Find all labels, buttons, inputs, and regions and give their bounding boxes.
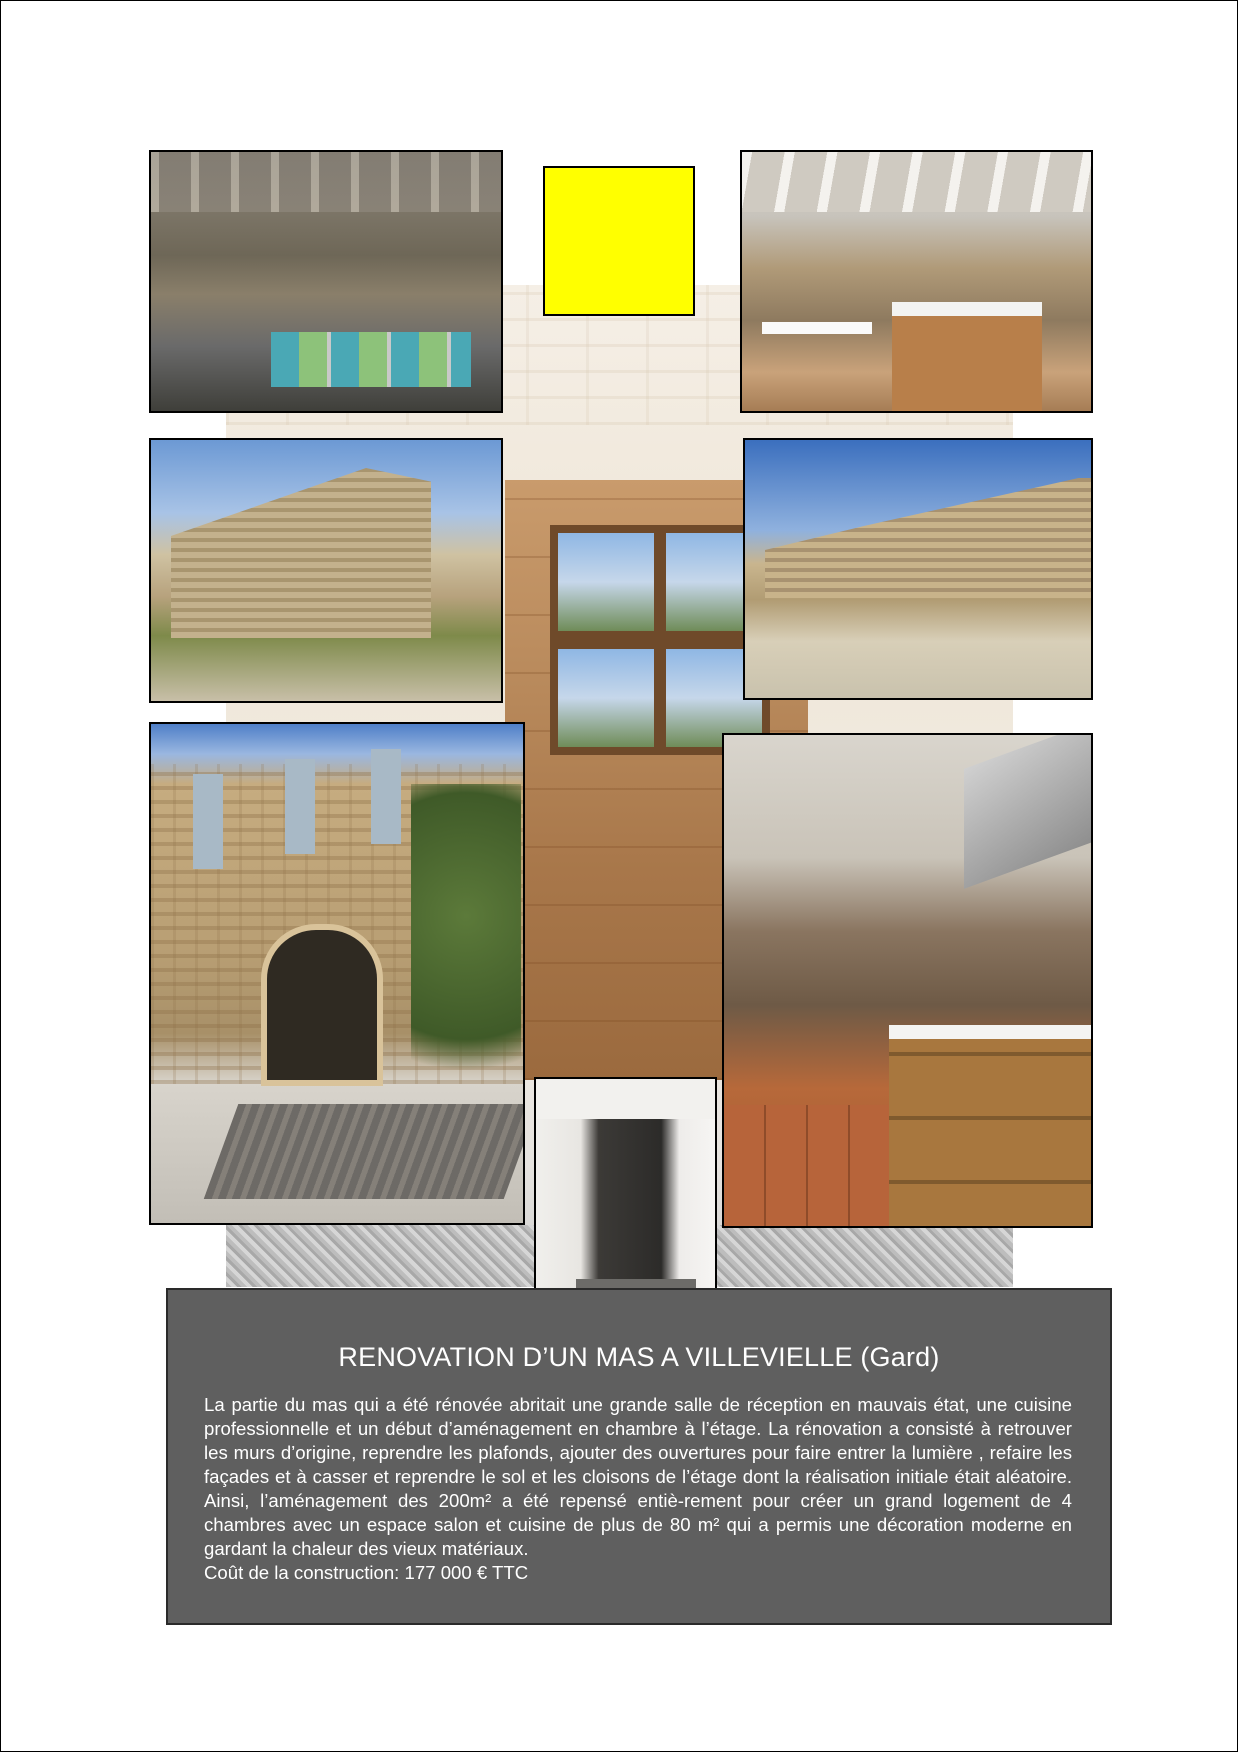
dining-table <box>762 322 872 334</box>
bathroom-ceiling <box>536 1079 715 1119</box>
project-description <box>204 1393 1072 1585</box>
garden-table <box>204 1104 525 1199</box>
window-pane <box>558 533 654 631</box>
kitchen-cabinets <box>889 1025 1093 1228</box>
ceiling-beams <box>151 152 501 212</box>
description-text: La partie du mas qui a été rénovée abritait une grande salle de réception en mauvais état, une cuisine professionnelle et un début d’aménagement en chambre à l’étage. La rénovation a consisté à retrouver les murs d’origine, reprendre les plafonds, ajouter des ouvertures pour faire entrer la lumière , refaire les façades et à casser et reprendre le sol et les cloisons de l’étage dont la réalisation initiale était aléatoire. Ainsi, l’aménagement des 200m² a été repensé entiè-rement pour créer un grand logement de 4 chambres avec un espace salon et cuisine de plus de 80 m² qui a permis une décoration moderne en gardant la chaleur des vieux matériaux. <box>204 1394 1072 1559</box>
photo-shower <box>534 1077 717 1322</box>
stone-farmhouse <box>765 478 1093 598</box>
olive-tree <box>411 784 521 1114</box>
arched-doorway <box>261 924 383 1086</box>
photo-interior-before <box>149 150 503 413</box>
photo-facade-arched-door <box>149 722 525 1225</box>
door-window <box>550 525 770 755</box>
terracotta-floor <box>724 1105 894 1228</box>
shutter <box>285 759 315 854</box>
ceiling-beams <box>742 152 1091 212</box>
stone-house <box>171 468 431 638</box>
photo-interior-after <box>740 150 1093 413</box>
shutter <box>193 774 223 869</box>
shutter <box>371 749 401 844</box>
storage-crates <box>271 332 471 387</box>
range-hood <box>964 733 1093 889</box>
photo-kitchen <box>722 733 1093 1228</box>
kitchen-island <box>892 302 1042 413</box>
description-panel <box>166 1288 1112 1625</box>
project-title: RENOVATION D’UN MAS A VILLEVIELLE (Gard) <box>338 1342 940 1372</box>
construction-cost: Coût de la construction: 177 000 € TTC <box>204 1562 529 1583</box>
photo-exterior-stairs <box>149 438 503 703</box>
yellow-accent-square <box>543 166 695 316</box>
window-pane <box>558 649 654 747</box>
photo-exterior-long-house <box>743 438 1093 700</box>
